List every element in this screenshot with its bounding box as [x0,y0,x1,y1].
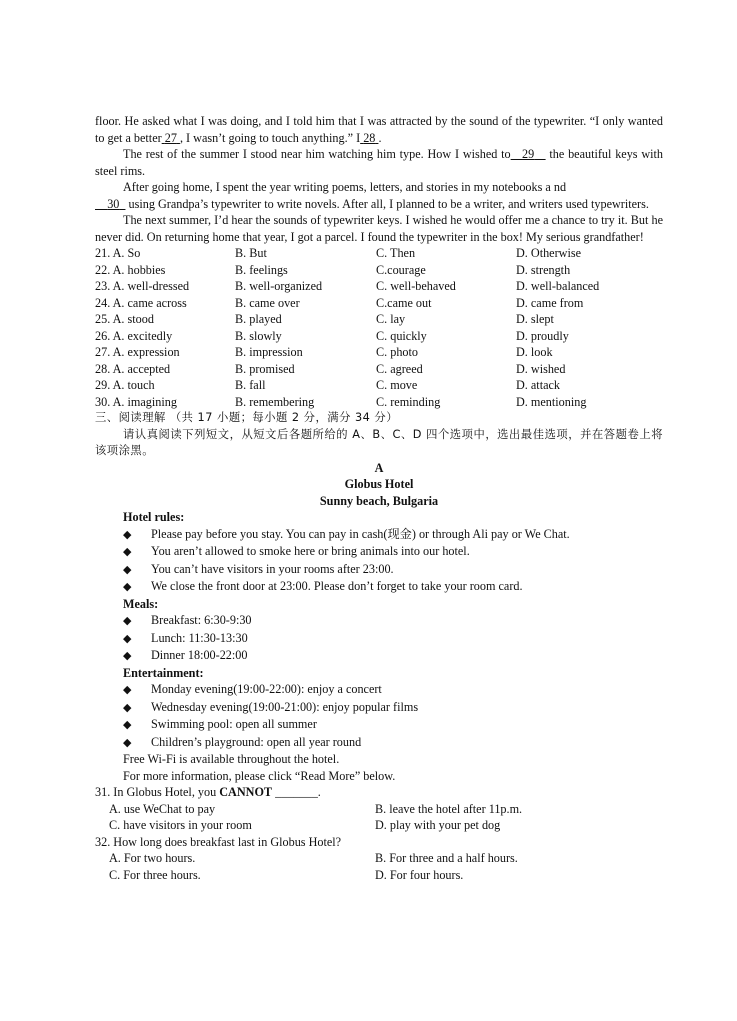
option-a[interactable]: 29. A. touch [95,378,155,392]
entertainment-heading: Entertainment: [123,665,204,680]
diamond-bullet-icon: ◆ [123,700,132,714]
option-b[interactable]: B. feelings [235,262,288,277]
diamond-bullet-icon: ◆ [123,580,132,593]
option-a[interactable]: 27. A. expression [95,345,180,359]
option-a[interactable]: 23. A. well-dressed [95,279,190,293]
option-a[interactable]: 30. A. imagining [95,394,177,409]
blank-29: 29 [522,147,535,161]
hotel-name: Globus Hotel [344,477,414,491]
cloze-paragraph-1 [95,113,663,146]
option-d[interactable]: D. slept [516,312,554,326]
option-c[interactable]: C.came out [376,295,432,310]
option-row [95,361,663,378]
entertainment-item: ◆ Swimming pool: open all summer [95,716,663,734]
question-stem: 32. How long does breakfast last in Globus Hotel? [95,834,342,849]
section-3-header: 三、阅读理解 （共 17 小题；每小题 2 分，满分 34 分） [95,411,399,424]
diamond-bullet-icon: ◆ [123,562,132,576]
meals-list [95,612,663,665]
blank-27: 27 [164,130,177,145]
options-row [95,801,663,818]
rule-item: ◆ You can’t have visitors in your rooms after 23:00. [95,561,663,579]
text: floor. He asked what I was doing, and I told him that I was attracted by the sound of the typewriter. “I only wanted to get a better [95,114,663,145]
option-a[interactable]: 25. A. stood [95,312,154,326]
rule-item: ◆ We close the front door at 23:00. Please don’t forget to take your room card. [95,578,663,596]
rule-item: ◆ You aren’t allowed to smoke here or bring animals into our hotel. [95,543,663,561]
option-c[interactable]: C. For three hours. [109,867,201,882]
blank-28: 28 [363,130,376,145]
diamond-bullet-icon: ◆ [123,614,132,627]
option-b[interactable]: B. impression [235,345,303,359]
cloze-paragraph-4: The next summer, I’d hear the sounds of typewriter keys. I wished he would offer me a chance to try it. But he never did. On returning home that year, I got a parcel. I found the typewriter in the box! My serious grandfather! [95,213,663,244]
option-b[interactable]: B. remembering [235,394,315,409]
entertainment-list [95,681,663,751]
wifi-note: Free Wi-Fi is available throughout the hotel. [123,752,340,766]
option-b[interactable]: B. But [235,246,267,260]
option-d[interactable]: D. came from [516,295,584,310]
cloze-paragraph-2 [95,146,663,179]
option-c[interactable]: C. agreed [376,361,423,376]
hotel-location: Sunny beach, Bulgaria [319,493,439,508]
text: , I wasn’t going to touch anything.” I [179,130,361,145]
diamond-bullet-icon: ◆ [123,683,132,696]
rules-heading: Hotel rules: [123,510,185,524]
option-b[interactable]: B. For three and a half hours. [375,851,518,865]
exam-page [95,113,663,883]
diamond-bullet-icon: ◆ [123,649,132,662]
option-c[interactable]: C. Then [376,246,416,260]
rule-item: ◆ Please pay before you stay. You can pay in cash(现金) or through Ali pay or We Chat. [95,526,663,544]
text: The rest of the summer I stood near him watching him type. How I wished to [123,147,511,161]
option-row [95,311,663,328]
option-row [95,295,663,312]
section-3-instruction: 请认真阅读下列短文，从短文后各题所给的 A、B、C、D 四个选项中，选出最佳选项，并在答题卷上将该项涂黑。 [95,427,663,457]
option-c[interactable]: C. photo [376,345,418,359]
blank-30: 30 [107,196,120,211]
question-stem: 31. In Globus Hotel, you CANNOT _______. [95,785,321,799]
option-row [95,344,663,361]
entertainment-item: ◆ Wednesday evening(19:00-21:00): enjoy popular films [95,699,663,717]
option-a[interactable]: A. use WeChat to pay [109,801,216,816]
option-d[interactable]: D. attack [516,378,560,392]
option-d[interactable]: D. look [516,345,553,359]
option-b[interactable]: B. slowly [235,328,282,343]
option-row [95,245,663,262]
passage-letter: A [374,460,384,475]
option-d[interactable]: D. Otherwise [516,246,581,260]
option-c[interactable]: C. reminding [376,394,441,409]
question-32 [95,834,663,884]
option-b[interactable]: B. promised [235,361,295,376]
diamond-bullet-icon: ◆ [123,735,132,749]
cloze-options-table [95,245,663,410]
option-d[interactable]: D. well-balanced [516,279,600,293]
meal-item: ◆ Dinner 18:00-22:00 [95,647,663,665]
rules-list [95,526,663,596]
option-c[interactable]: C. lay [376,312,406,326]
option-d[interactable]: D. play with your pet dog [375,818,501,832]
text: After going home, I spent the year writing poems, letters, and stories in my notebooks a nd [123,180,567,194]
options-row [95,850,663,867]
diamond-bullet-icon: ◆ [123,545,132,558]
diamond-bullet-icon: ◆ [123,631,132,645]
option-d[interactable]: D. wished [516,361,566,376]
option-a[interactable]: A. For two hours. [109,851,196,865]
entertainment-item: ◆ Children’s playground: open all year round [95,734,663,752]
option-row [95,394,663,411]
option-c[interactable]: C.courage [376,262,426,277]
option-c[interactable]: C. quickly [376,328,427,343]
cloze-paragraph-3-cont [95,196,663,213]
meal-item: ◆ Breakfast: 6:30-9:30 [95,612,663,630]
meal-item: ◆ Lunch: 11:30-13:30 [95,630,663,648]
cloze-paragraph-3 [95,179,663,196]
option-a[interactable]: 22. A. hobbies [95,262,166,277]
option-row [95,328,663,345]
text: . [378,130,382,145]
option-b[interactable]: B. played [235,312,282,326]
option-a[interactable]: 21. A. So [95,246,141,260]
option-d[interactable]: D. strength [516,262,571,277]
option-row [95,278,663,295]
text: the beautiful keys with steel rims. [95,147,663,178]
option-a[interactable]: 26. A. excitedly [95,328,173,343]
meals-heading: Meals: [123,596,159,611]
diamond-bullet-icon: ◆ [123,527,132,541]
options-row [95,867,663,884]
option-c[interactable]: C. have visitors in your room [109,818,252,832]
option-c[interactable]: C. move [376,378,418,392]
option-d[interactable]: D. For four hours. [375,867,464,882]
option-row [95,262,663,279]
option-b[interactable]: B. leave the hotel after 11p.m. [375,801,523,816]
option-b[interactable]: B. came over [235,295,300,310]
option-d[interactable]: D. proudly [516,328,569,343]
option-a[interactable]: 24. A. came across [95,295,187,310]
diamond-bullet-icon: ◆ [123,718,132,731]
question-31 [95,784,663,834]
read-more-note: For more information, please click “Read More” below. [123,768,396,783]
option-d[interactable]: D. mentioning [516,394,587,409]
options-row [95,817,663,834]
option-c[interactable]: C. well-behaved [376,279,456,293]
option-a[interactable]: 28. A. accepted [95,361,171,376]
option-b[interactable]: B. well-organized [235,279,323,293]
text: using Grandpa’s typewriter to write novels. After all, I planned to be a writer, and writers used typewriters. [128,196,649,211]
entertainment-item: ◆ Monday evening(19:00-22:00): enjoy a concert [95,681,663,699]
option-b[interactable]: B. fall [235,378,266,392]
option-row [95,377,663,394]
